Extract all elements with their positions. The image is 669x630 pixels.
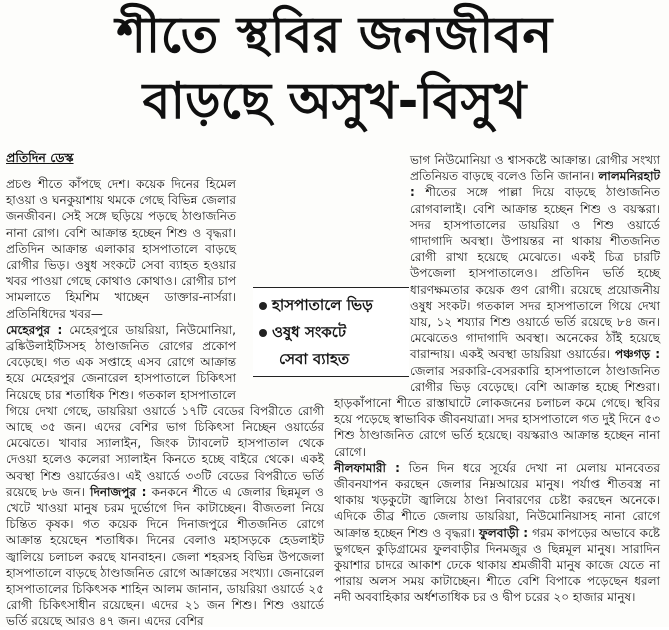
- pullquote-item-3: [279, 348, 349, 373]
- headline-line-2: বাড়ছে অসুখ-বিসুখ: [142, 72, 527, 130]
- dateline-nilphamari: নীলফামারী :: [334, 460, 400, 475]
- pullquote-text-3: সেবা ব্যাহত: [279, 350, 350, 368]
- fulbari-text: গরম কাপড়ের অভাবে কষ্টে ভুগছেন কুড়িগ্রামের ফুলবাড়ীর দিনমজুর ও ছিন্নমূল মানুষ। সারাদিন কুয়াশার চাদরে আকাশ ঢেকে থাকায় শ্রমজীবী মানুষ কাজে যেতে না পারায় অলস সময় কাটাচ্ছেন। শীতে বেশি বিপাকে পড়েছেন ধরলা নদী অববাহিকার অর্ধশতাধিক চর ও দ্বীপ চরের ২০ হাজার মানুষ।: [334, 525, 660, 605]
- pullquote-text-1: হাসপাতালে ভিড়: [272, 296, 373, 314]
- bullet-icon: [259, 329, 267, 337]
- pullquote-text-2: ওষুধ সংকটে: [272, 323, 346, 341]
- dateline-dinajpur: দিনাজপুর :: [90, 484, 147, 499]
- headline: [0, 6, 669, 130]
- dateline-panchagarh: পঞ্চগড় :: [614, 347, 660, 362]
- dateline-fulbari: ফুলবাড়ী :: [479, 525, 529, 540]
- byline: প্রতিদিন ডেস্ক: [6, 150, 74, 165]
- panchagarh-text: জেলার সরকারি-বেসরকারি হাসপাতালে ঠাণ্ডাজনিত রোগীর ভিড় বেড়েছে। বেশি আক্রান্ত হচ্ছে শিশুরা। হাড়কাঁপানো শীতে রাস্তাঘাটে লোকজনের চলাচল কমে গেছে। স্থবির হয়ে পড়েছে স্বাভাবিক জীবনযাত্রা। সদর হাসপাতালে গত দুই দিনে ৫৩ শিশু ঠাণ্ডাজনিত রোগে ভর্তি হয়েছে। বয়স্করাও আক্রান্ত হচ্ছেন নানা রোগে।: [334, 363, 660, 459]
- dateline-meherpur: মেহেরপুর :: [6, 322, 63, 337]
- continuation-text: ভাগ নিউমোনিয়া ও শ্বাসকষ্টে আক্রান্ত। রোগীর সংখ্যা প্রতিনিয়ত বাড়ছে বলেও তিনি জানান।: [410, 153, 660, 184]
- pullquote-item-2: [259, 321, 346, 346]
- pullquote-box: [253, 287, 409, 377]
- nilphamari-text: তিন দিন ধরে সূর্যের দেখা না মেলায় মানবেতর জীবনযাপন করছেন জেলার নিম্নআয়ের মানুষ। পর্যাপ্ত শীতবস্ত্র না থাকায় খড়কুটো জ্বালিয়ে ঠাণ্ডা নিবারণের চেষ্টা করছেন অনেকে। এদিকে তীব্র শীতে জেলায় ডায়রিয়া, নিউমোনিয়াসহ নানা রোগে আক্রান্ত হচ্ছেন শিশু ও বৃদ্ধরা।: [334, 460, 660, 540]
- dinajpur-text: কনকনে শীতে এ জেলার ছিন্নমূল ও খেটে খাওয়া মানুষ চরম দুর্ভোগে দিন কাটাচ্ছেন। বীজতলা নিয়ে চিন্তিত কৃষক। গত কয়েক দিনে দিনাজপুরে শীতজনিত রোগে আক্রান্ত হয়েছেন শতাধিক। দিনের বেলাও মহাসড়কে হেডলাইট জ্বালিয়ে চলাচল করছে যানবাহন। জেলা শহরসহ বিভিন্ন উপজেলা হাসপাতালে বাড়ছে ঠাণ্ডাজনিত রোগে আক্রান্তের সংখ্যা। জেনারেল হাসপাতালের চিকিৎসক শাহিন আলম জানান, ডায়রিয়া ওয়ার্ডে ২৫ রোগী চিকিৎসাধীন রয়েছেন। এদের ২১ জন শিশু। শিশু ওয়ার্ডে ভর্তি রয়েছে আরও ৪৭ জন। এদের বেশির: [6, 484, 324, 629]
- bullet-icon: [259, 302, 267, 310]
- lalmonirhat-text: শীতের সঙ্গে পাল্লা দিয়ে বাড়ছে ঠাণ্ডাজনিত রোগবালাই। বেশি আক্রান্ত হচ্ছেন শিশু ও বয়স্করা। সদর হাসপাতালের ডায়রিয়া ও শিশু ওয়ার্ডে গাদাগাদি অবস্থা। উপায়ন্তর না থাকায় শীতজনিত রোগী রাখা হয়েছে মেঝেতে। একই চিত্র চারটি উপজেলা হাসপাতালেও। প্রতিদিন ভর্তি হচ্ছে ধারণক্ষমতার কয়েক গুণ রোগী। রয়েছে প্রয়োজনীয় ওষুধ সংকট। গতকাল সদর হাসপাতালে গিয়ে দেখা যায়, ১২ শয্যার শিশু ওয়ার্ডে ভর্তি রয়েছে ৮৪ জন। মেঝেতেও গাদাগাদি অবস্থা। অনেকের ঠাঁই হয়েছে বারান্দায়। একই অবস্থা ডায়রিয়া ওয়ার্ডের।: [410, 185, 660, 362]
- meherpur-text: মেহেরপুরে ডায়রিয়া, নিউমোনিয়া, ব্রঙ্কিউলাইটিসসহ ঠাণ্ডাজনিত রোগের প্রকোপ বেড়েছে। গত এক সপ্তাহে এসব রোগে আক্রান্ত হয়ে মেহেরপুর জেনারেল হাসপাতালে চিকিৎসা নিয়েছে চার শতাধিক শিশু। গতকাল হাসপাতালে গিয়ে দেখা গেছে, ডায়রিয়া ওয়ার্ডে ১৭টি বেডের বিপরীতে রোগী আছে ৩৫ জন। এদের বেশির ভাগ চিকিৎসা নিচ্ছেন ওয়ার্ডের মেঝেতে। খাবার স্যালাইন, জিংক ট্যাবলেট হাসপাতাল থেকে দেওয়া হলেও কলেরা স্যালাইন কিনতে হচ্ছে বাইরে থেকে। একই অবস্থা শিশু ওয়ার্ডেরও। এই ওয়ার্ডে ৩৩টি বেডের বিপরীতে ভর্তি রয়েছে ৮৬ জন।: [6, 322, 324, 499]
- left-intro-text: প্রচণ্ড শীতে কাঁপছে দেশ। কয়েক দিনের হিমেল হাওয়া ও ঘনকুয়াশায় থমকে গেছে বিভিন্ন জেলার জনজীবন। সেই সঙ্গে ছড়িয়ে পড়ছে ঠাণ্ডাজনিত নানা রোগ। বেশি আক্রান্ত হচ্ছেন শিশু ও বৃদ্ধরা। প্রতিদিন আক্রান্ত এলাকার হাসপাতালে বাড়ছে রোগীর ভিড়। ওষুধ সংকটে সেবা ব্যাহত হওয়ার খবর পাওয়া গেছে কোথাও কোথাও। রোগীর চাপ সামলাতে হিমশিম খাচ্ছেন ডাক্তার-নার্সরা। প্রতিনিধিদের খবর—: [6, 177, 236, 321]
- right-paragraph-nilphamari: [334, 460, 660, 606]
- pullquote-item-1: [259, 294, 373, 319]
- left-column: [6, 176, 324, 630]
- right-column: [334, 152, 660, 606]
- dateline-lalmonirhat: লালমনিরহাট :: [410, 169, 660, 200]
- headline-line-1: শীতে স্থবির জনজীবন: [116, 6, 553, 64]
